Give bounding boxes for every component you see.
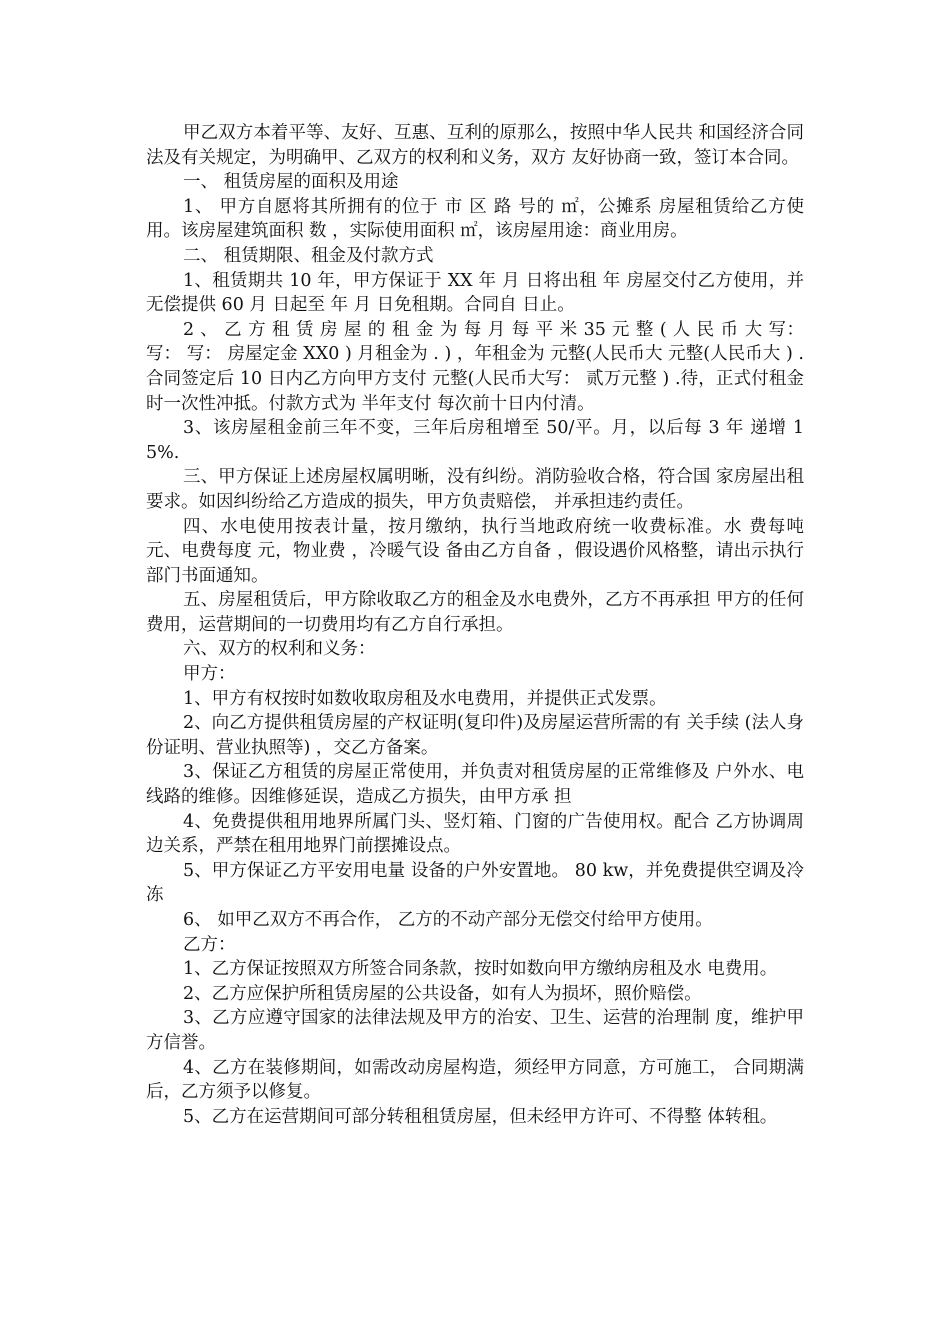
clause-paragraph: 4、免费提供租用地界所属门头、竖灯箱、门窗的广告使用权。配合 乙方协调周边关系，严禁在租用地界门前摆摊设点。 <box>146 811 804 857</box>
section-paragraph-utilities: 四、水电使用按表计量，按月缴纳，执行当地政府统一收费标准。水 费每吨 元、电费每度 元，物业费 ，冷暖气设 备由乙方自备 ，假设遇价风格整，请出示执行部门书面通知。 <box>146 516 804 586</box>
clause-paragraph: 1、 甲方自愿将其所拥有的位于 市 区 路 号的 ㎡，公摊系 房屋租赁给乙方使用。该房屋建筑面积 数 ，实际使用面积 ㎡，该房屋用途：商业用房。 <box>146 196 804 242</box>
section-heading-area-and-use: 一、 租赁房屋的面积及用途 <box>183 172 399 193</box>
intro-paragraph: 甲乙双方本着平等、友好、互惠、互利的原那么，按照中华人民共 和国经济合同法及有关规定，为明确甲、乙双方的权利和义务，双方 友好协商一致，签订本合同。 <box>146 123 804 168</box>
clause-paragraph: 2、乙方应保护所租赁房屋的公共设备，如有人为损坏，照价赔偿。 <box>183 983 702 1004</box>
clause-paragraph: 5、甲方保证乙方平安用电量 设备的户外安置地。 80 kw，并免费提供空调及冷冻 <box>146 860 804 906</box>
section-heading-rights-obligations: 六、双方的权利和义务： <box>183 639 376 660</box>
clause-paragraph: 1、甲方有权按时如数收取房租及水电费用，并提供正式发票。 <box>183 688 667 709</box>
clause-paragraph: 1、租赁期共 10 年，甲方保证于 XX 年 月 日将出租 年 房屋交付乙方使用，并无偿提供 60 月 日起至 年 月 日免租期。合同自 日止。 <box>146 270 804 316</box>
clause-paragraph: 2、向乙方提供租赁房屋的产权证明(复印件)及房屋运营所需的有 关手续 (法人身份证明、营业执照等) ，交乙方备案。 <box>146 713 804 758</box>
clause-paragraph: 1、乙方保证按照双方所签合同条款，按时如数向甲方缴纳房租及水 电费用。 <box>183 959 778 980</box>
clause-paragraph: 3、乙方应遵守国家的法律法规及甲方的治安、卫生、运营的治理制 度，维护甲方信誉。 <box>146 1008 804 1053</box>
contract-body <box>146 121 804 1129</box>
section-heading-term-rent-payment: 二、 租赁期限、租金及付款方式 <box>183 245 434 266</box>
clause-paragraph: 4、乙方在装修期间，如需改动房屋构造，须经甲方同意，方可施工， 合同期满后，乙方须予以修复。 <box>146 1057 804 1103</box>
section-paragraph-fees: 五、房屋租赁后，甲方除收取乙方的租金及水电费外，乙方不再承担 甲方的任何费用，运营期间的一切费用均有乙方自行承担。 <box>146 590 804 635</box>
clause-paragraph: 2 、 乙 方 租 赁 房 屋 的 租 金 为 每 月 每 平 米 35 元 整 ( 人 民 币 大 写： 写： 写： 房屋定金 XX0 ) 月租金为 . ) ，年租金为 元整(人民币大 元整(人民币大 ) .合同签定后 10 日内乙方向甲方支付 元整(人民币大写： 贰万元整 ) .待，正式付租金时一次性冲抵。付款方式为 半年支付 每次前十日内付清。 <box>146 319 804 414</box>
clause-paragraph: 3、该房屋租金前三年不变，三年后房租增至 50/平。月，以后每 3 年 递增 15%. <box>146 418 804 463</box>
section-paragraph-ownership: 三、甲方保证上述房屋权属明晰，没有纠纷。消防验收合格，符合国 家房屋出租要求。如因纠纷给乙方造成的损失，甲方负责赔偿， 并承担违约责任。 <box>146 467 804 512</box>
party-b-heading: 乙方： <box>183 934 236 955</box>
clause-paragraph: 5、乙方在运营期间可部分转租租赁房屋，但未经甲方许可、不得整 体转租。 <box>183 1106 778 1127</box>
clause-paragraph: 6、 如甲乙双方不再合作， 乙方的不动产部分无偿交付给甲方使用。 <box>183 910 713 930</box>
clause-paragraph: 3、保证乙方租赁的房屋正常使用，并负责对租赁房屋的正常维修及 户外水、电线路的维修。因维修延误，造成乙方损失，由甲方承 担 <box>146 762 804 808</box>
party-a-heading: 甲方： <box>183 664 236 685</box>
